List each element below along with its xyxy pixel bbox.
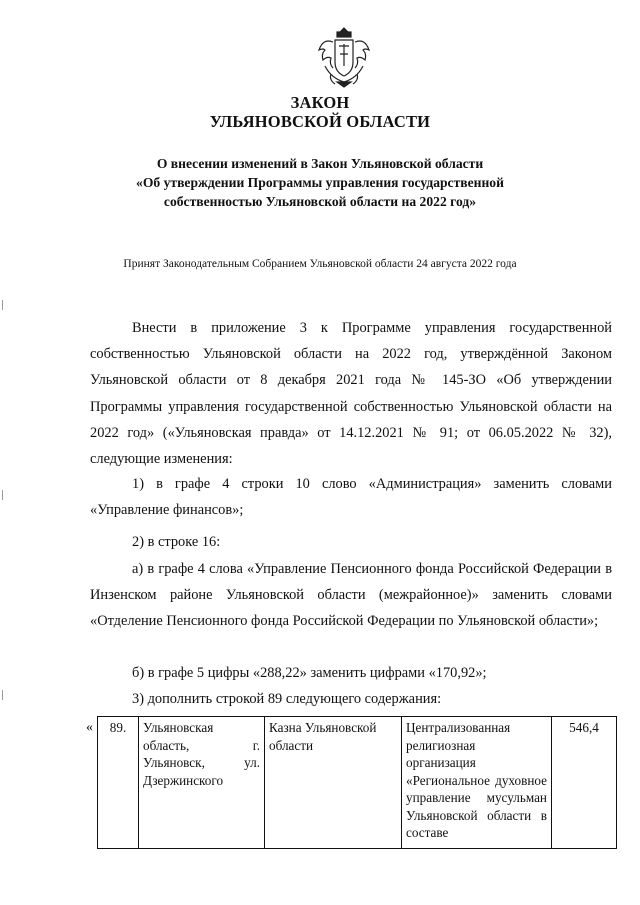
subject-line2: «Об утверждении Программы управления государственной [136,175,504,190]
margin-mark [2,300,3,310]
margin-mark [2,690,3,700]
subject-line1: О внесении изменений в Закон Ульяновской области [156,156,484,171]
item-2b-paragraph: б) в графе 5 цифры «288,22» заменить цифрами «170,92»; [132,665,487,681]
intro-paragraph: Внести в приложение 3 к Программе управления государственной собственностью Ульяновской области на 2022 год, утверждённой Законом Ульяновской области от 8 декабря 2021 года № 145-ЗО «Об утверждении Программы управления государственной собственностью Ульяновской области на 2022 год» («Ульяновская правда» от 14.12.2021 № 91; от 06.05.2022 № 32), следующие изменения: [90,320,612,468]
value-cell: 546,4 [552,717,617,849]
subject-line3: собственностью Ульяновской области на 2022 год» [163,194,477,209]
margin-mark [2,490,3,500]
item-3-paragraph: 3) дополнить строкой 89 следующего содержания: [132,691,442,707]
item-2a-paragraph: а) в графе 4 слова «Управление Пенсионного фонда Российской Федерации в Инзенском районе Ульяновской области (межрайонное)» заменить словами «Отделение Пенсионного фонда Российской Федерации по Ульяновской области»; [90,561,612,630]
coat-of-arms-emblem [315,26,373,88]
amendment-table [97,716,617,849]
recipient-cell: Централизованная религиозная организация «Региональное духовное управление мусульман Ульяновской области в составе [402,717,552,849]
open-quote: « [86,720,93,735]
row-number-cell: 89. [98,717,139,849]
law-title [0,93,640,131]
owner-cell: Казна Ульяновской области [265,717,402,849]
law-title-line2: УЛЬЯНОВСКОЙ ОБЛАСТИ [209,112,431,131]
item-1-paragraph: 1) в графе 4 строки 10 слово «Администрация» заменить словами «Управление финансов»; [90,476,612,519]
item-2-paragraph: 2) в строке 16: [132,534,221,550]
law-title-line1: ЗАКОН [290,93,350,112]
adoption-note: Принят Законодательным Собранием Ульяновской области 24 августа 2022 года [123,258,517,270]
law-subject [0,154,640,211]
address-cell: Ульяновская область, г. Ульяновск, ул. Дзержинского [139,717,265,849]
table-row [98,717,617,849]
